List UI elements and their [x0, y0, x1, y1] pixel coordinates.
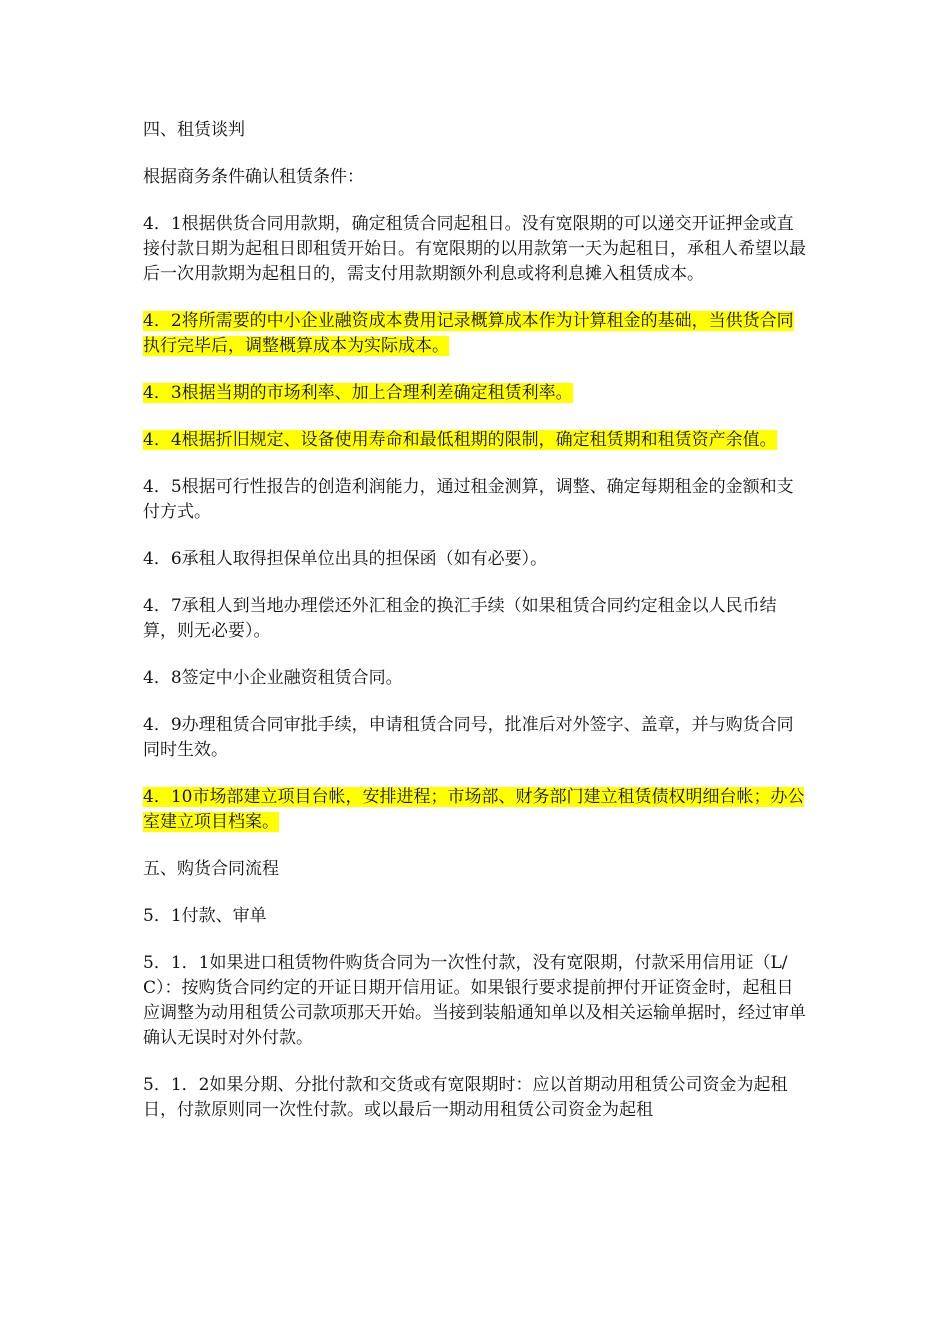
paragraph-5-1: 5．1付款、审单 [143, 906, 267, 926]
paragraph-4-1: 4．1根据供货合同用款期，确定租赁合同起租日。没有宽限期的可以递交开证押金或直接付款日期为起租日即租赁开始日。有宽限期的以用款第一天为起租日，承租人希望以最后一次用款期为起租日的，需支付用款期额外利息或将利息摊入租赁成本。 [143, 214, 806, 284]
paragraph-intro: 根据商务条件确认租赁条件： [143, 167, 364, 187]
paragraph-4-7: 4．7承租人到当地办理偿还外汇租金的换汇手续（如果租赁合同约定租金以人民币结算，则无必要）。 [143, 596, 777, 641]
document-body [143, 118, 808, 1145]
paragraph-4-6: 4．6承租人取得担保单位出具的担保函（如有必要）。 [143, 549, 548, 569]
paragraph-4-2: 4．2将所需要的中小企业融资成本费用记录概算成本作为计算租金的基础，当供货合同执行完毕后，调整概算成本为实际成本。 [143, 311, 794, 356]
section-heading-5: 五、购货合同流程 [143, 859, 279, 879]
paragraph-4-9: 4．9办理租赁合同审批手续，申请租赁合同号，批准后对外签字、盖章，并与购货合同同时生效。 [143, 715, 794, 760]
paragraph-4-4: 4．4根据折旧规定、设备使用寿命和最低租期的限制，确定租赁期和租赁资产余值。 [143, 430, 777, 450]
paragraph-4-3: 4．3根据当期的市场利率、加上合理利差确定租赁利率。 [143, 383, 573, 403]
section-heading-4: 四、租赁谈判 [143, 120, 245, 140]
paragraph-4-10: 4．10市场部建立项目台帐，安排进程；市场部、财务部门建立租赁债权明细台帐；办公室建立项目档案。 [143, 787, 805, 832]
paragraph-4-5: 4．5根据可行性报告的创造利润能力，通过租金测算，调整、确定每期租金的金额和支付方式。 [143, 477, 794, 522]
paragraph-4-8: 4．8签定中小企业融资租赁合同。 [143, 668, 403, 688]
paragraph-5-1-1: 5．1．1如果进口租赁物件购货合同为一次性付款，没有宽限期，付款采用信用证（L/C）：按购货合同约定的开证日期开信用证。如果银行要求提前押付开证资金时，起租日应调整为动用租赁公司款项那天开始。当接到装船通知单以及相关运输单据时，经过审单确认无误时对外付款。 [143, 953, 806, 1048]
paragraph-5-1-2: 5．1．2如果分期、分批付款和交货或有宽限期时：应以首期动用租赁公司资金为起租日，付款原则同一次性付款。或以最后一期动用租赁公司资金为起租 [143, 1075, 788, 1120]
